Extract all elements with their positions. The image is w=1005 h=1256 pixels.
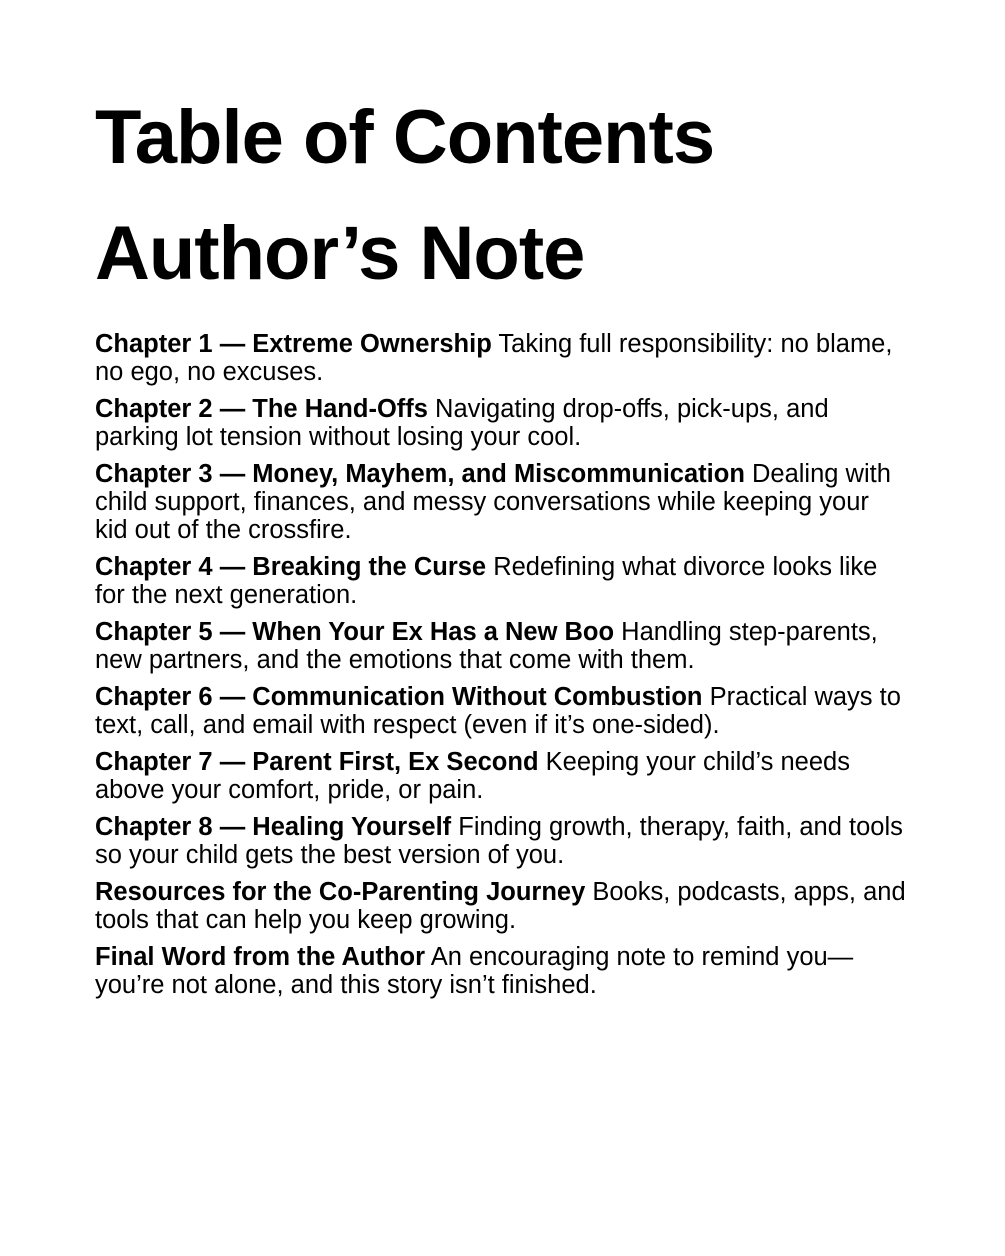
toc-entry-chapter-6 — [95, 683, 907, 739]
toc-entry-description: Finding growth, therapy, faith, and tools so your child gets the best version of you. — [95, 813, 903, 869]
author-note-title: Author’s Note — [95, 211, 585, 296]
toc-entry-chapter-7 — [95, 748, 907, 804]
toc-title: Table of Contents — [95, 95, 715, 180]
toc-entry-chapter-5 — [95, 618, 907, 674]
toc-entry-heading: Resources for the Co-Parenting Journey — [95, 878, 586, 906]
toc-entry-description: Taking full responsibility: no blame, no ego, no excuses. — [95, 330, 893, 386]
toc-entry-description: Handling step-parents, new partners, and the emotions that come with them. — [95, 618, 878, 674]
toc-entry-description: Redefining what divorce looks like for the next generation. — [95, 553, 878, 609]
toc-entry-description: Dealing with child support, finances, and messy conversations while keeping your kid out of the crossfire. — [95, 460, 891, 544]
toc-entry-chapter-8 — [95, 813, 907, 869]
toc-entry-heading: Chapter 2 — The Hand-Offs — [95, 395, 428, 423]
toc-entry-description: Keeping your child’s needs above your comfort, pride, or pain. — [95, 748, 850, 804]
toc-entry-description: Practical ways to text, call, and email with respect (even if it’s one-sided). — [95, 683, 901, 739]
toc-entry-final-word — [95, 943, 907, 999]
toc-entry-heading: Chapter 4 — Breaking the Curse — [95, 553, 487, 581]
toc-entry-description: Navigating drop-offs, pick-ups, and parking lot tension without losing your cool. — [95, 395, 829, 451]
toc-entry-chapter-1 — [95, 330, 907, 386]
toc-entry-chapter-3 — [95, 460, 907, 544]
toc-entry-description: An encouraging note to remind you—you’re not alone, and this story isn’t finished. — [95, 943, 854, 999]
toc-entry-heading: Chapter 3 — Money, Mayhem, and Miscommunication — [95, 460, 745, 488]
toc-entry-heading: Chapter 1 — Extreme Ownership — [95, 330, 492, 358]
toc-entry-description: Books, podcasts, apps, and tools that can help you keep growing. — [95, 878, 906, 934]
toc-entry-resources — [95, 878, 907, 934]
toc-list — [95, 330, 907, 999]
toc-entry-chapter-4 — [95, 553, 907, 609]
toc-entry-heading: Final Word from the Author — [95, 943, 426, 971]
toc-entry-chapter-2 — [95, 395, 907, 451]
toc-entry-heading: Chapter 8 — Healing Yourself — [95, 813, 452, 841]
toc-entry-heading: Chapter 5 — When Your Ex Has a New Boo — [95, 618, 615, 646]
toc-entry-heading: Chapter 6 — Communication Without Combustion — [95, 683, 703, 711]
toc-entry-heading: Chapter 7 — Parent First, Ex Second — [95, 748, 539, 776]
